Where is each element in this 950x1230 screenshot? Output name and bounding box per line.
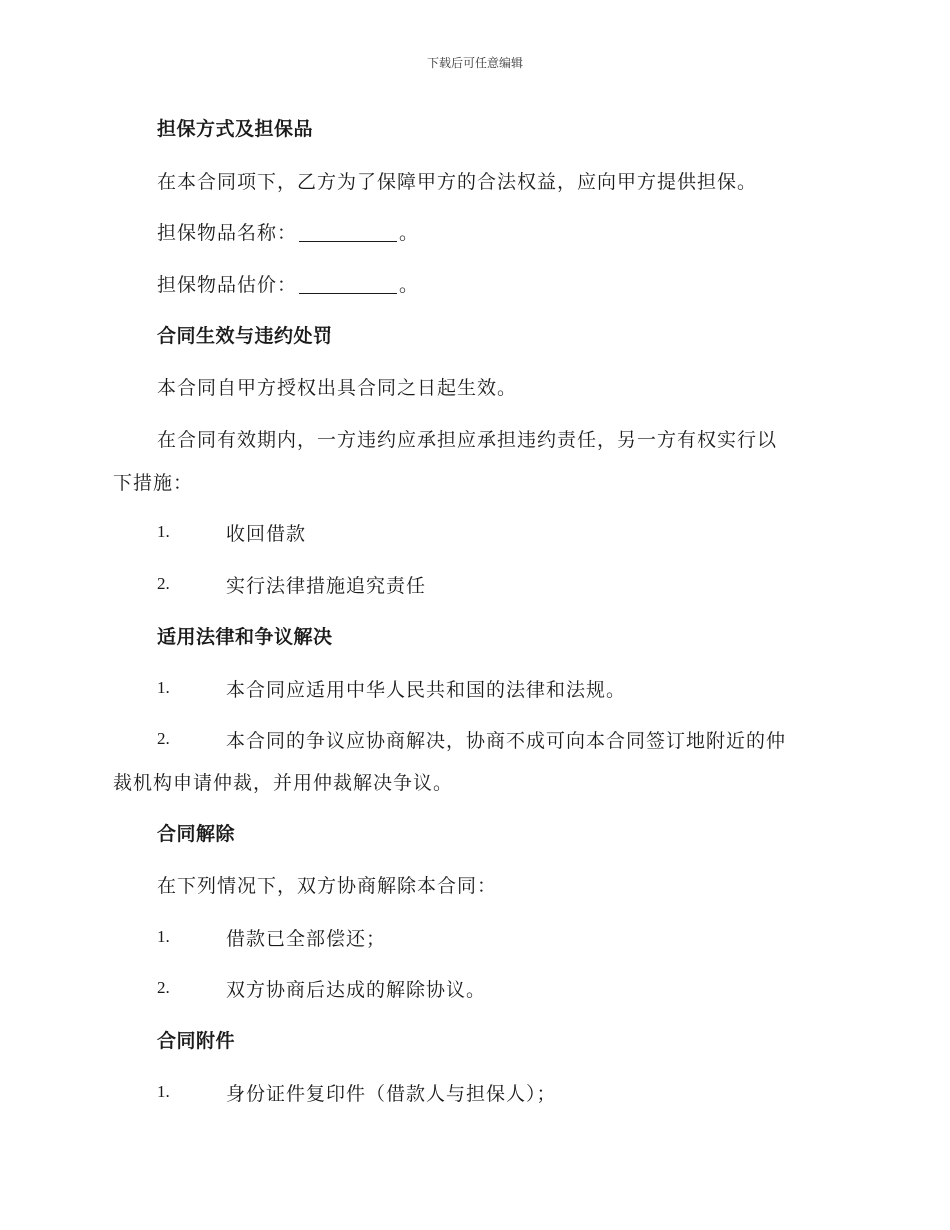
section-heading-law: 适用法律和争议解决 bbox=[157, 626, 333, 648]
page-header: 下载后可任意编辑 bbox=[426, 56, 523, 70]
guarantee-price-label: 担保物品估价： bbox=[157, 274, 298, 296]
guarantee-name-blank bbox=[299, 223, 397, 242]
effect-paragraph-1: 本合同自甲方授权出具合同之日起生效。 bbox=[157, 377, 518, 399]
guarantee-price-end: 。 bbox=[399, 274, 420, 296]
effect-item-1-number: 1. bbox=[157, 522, 170, 541]
termination-intro: 在下列情况下，双方协商解除本合同： bbox=[157, 875, 498, 897]
section-heading-guarantee: 担保方式及担保品 bbox=[157, 118, 314, 140]
attachments-item-1-number: 1. bbox=[157, 1082, 170, 1101]
effect-item-2-number: 2. bbox=[157, 574, 170, 593]
guarantee-price-blank bbox=[299, 275, 397, 294]
guarantee-price-row bbox=[157, 270, 419, 297]
guarantee-name-label: 担保物品名称： bbox=[157, 222, 298, 244]
termination-item-1-number: 1. bbox=[157, 927, 170, 946]
termination-item-2-text: 双方协商后达成的解除协议。 bbox=[226, 979, 487, 1001]
law-item-2-number: 2. bbox=[157, 729, 170, 748]
section-heading-attachments: 合同附件 bbox=[157, 1030, 236, 1052]
law-item-1-text: 本合同应适用中华人民共和国的法律和法规。 bbox=[226, 679, 627, 701]
guarantee-name-end: 。 bbox=[399, 222, 420, 244]
section-heading-effect: 合同生效与违约处罚 bbox=[157, 325, 333, 347]
effect-paragraph-2-line-2: 下措施： bbox=[113, 472, 194, 494]
law-item-2-text: 本合同的争议应协商解决，协商不成可向本合同签订地附近的仲 bbox=[226, 730, 787, 752]
attachments-item-1-text: 身份证件复印件（借款人与担保人）； bbox=[226, 1083, 557, 1105]
termination-item-2-number: 2. bbox=[157, 978, 170, 997]
guarantee-name-row bbox=[157, 218, 419, 245]
effect-paragraph-2-line-1: 在合同有效期内，一方违约应承担应承担违约责任，另一方有权实行以 bbox=[157, 429, 778, 451]
guarantee-intro: 在本合同项下，乙方为了保障甲方的合法权益，应向甲方提供担保。 bbox=[157, 171, 758, 193]
effect-item-1-text: 收回借款 bbox=[226, 523, 307, 545]
termination-item-1-text: 借款已全部偿还； bbox=[226, 928, 387, 950]
section-heading-termination: 合同解除 bbox=[157, 823, 236, 845]
law-item-1-number: 1. bbox=[157, 678, 170, 697]
law-item-2-continuation: 裁机构申请仲裁，并用仲裁解决争议。 bbox=[113, 772, 454, 794]
effect-item-2-text: 实行法律措施追究责任 bbox=[226, 575, 427, 597]
